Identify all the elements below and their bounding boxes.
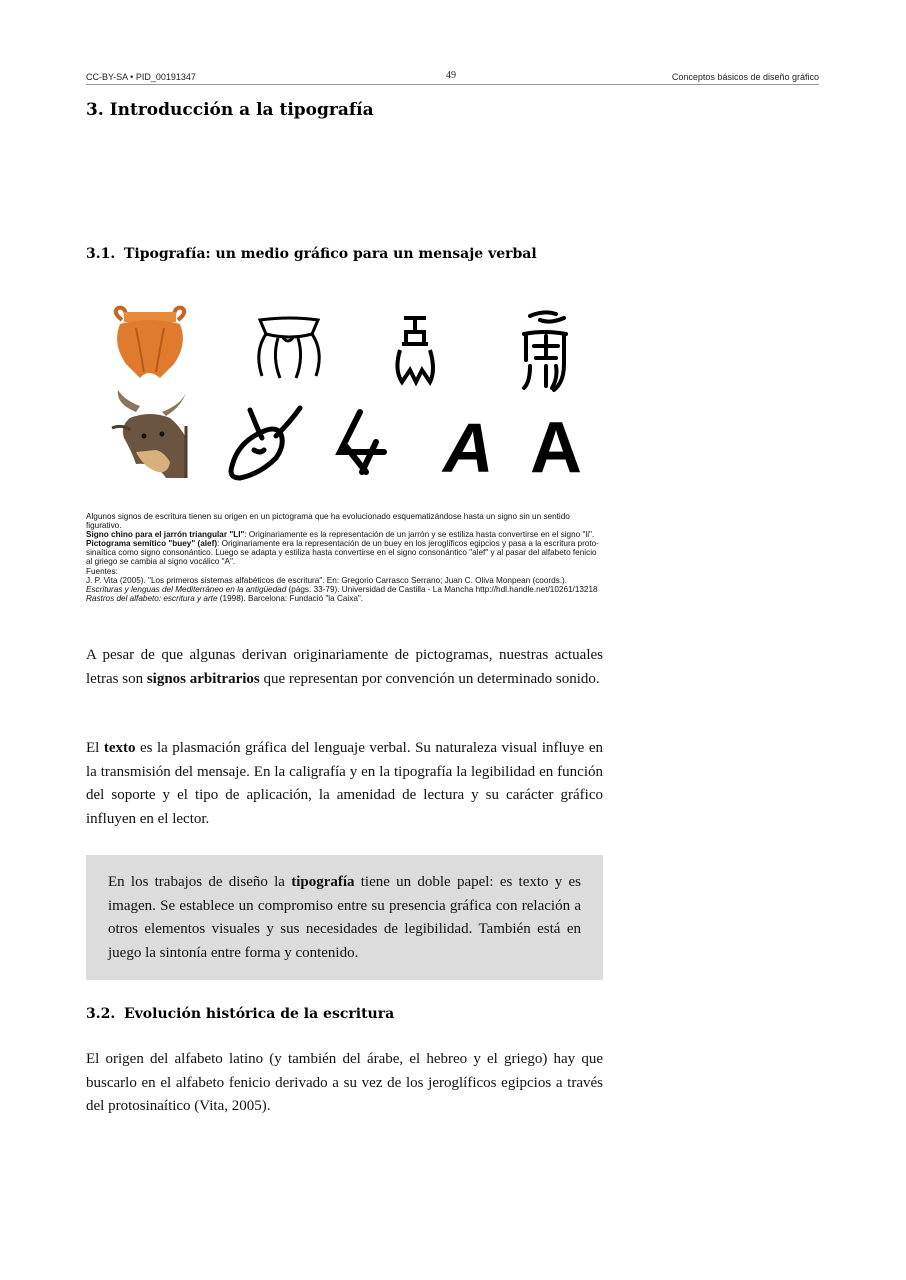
chapter-title: 3. Introducción a la tipografía bbox=[86, 100, 374, 120]
section-number: 3.2. bbox=[86, 1006, 116, 1022]
jar-pictogram-image bbox=[116, 308, 185, 378]
caption-semitic-text: : Originariamente era la representación de un buey en los jeroglíficos egipcios y pasa a la escritura proto-sinaítica como signo consonántico. Luego se adapta y estiliza hasta convertirse en el signo consonántico "alef" y al pasar del alfabeto fenicio al griego se cambia al signo vocálico "A". bbox=[86, 539, 599, 567]
caption-chinese-label: Signo chino para el jarrón triangular bbox=[86, 530, 228, 540]
note-text-b: tiene un doble papel: es texto y es imagen. Se establece un compromiso entre su presencia gráfica con relación a otros elementos visuales y sus necesidades de legibilidad. También está en juego la sintonía entre forma y contenido. bbox=[108, 874, 582, 961]
caption-source-1b: (págs. 33-79). Universidad de Castilla - La Mancha http://hdl.handle.net/10261/13218 bbox=[286, 584, 598, 594]
caption-sources-label: Fuentes: bbox=[86, 566, 118, 576]
note-text bbox=[108, 871, 581, 965]
license-id: CC-BY-SA • PID_00191347 bbox=[86, 72, 196, 82]
section-title: Tipografía: un medio gráfico para un mensaje verbal bbox=[124, 246, 537, 262]
paragraph-1-text-a: A pesar de que algunas derivan originariamente de pictogramas, nuestras actuales letras son bbox=[86, 647, 603, 687]
jar-glyph-stage-2 bbox=[397, 318, 433, 382]
caption-chinese bbox=[86, 530, 601, 539]
pictogram-evolution-figure bbox=[100, 300, 600, 495]
jar-glyph-stage-3 bbox=[524, 312, 566, 390]
caption-chinese-text: : Originariamente es la representación de un jarrón y se estiliza hasta convertirse en el signo "li". bbox=[244, 530, 595, 540]
ox-pictogram-image bbox=[112, 390, 186, 478]
jar-glyph-stage-1 bbox=[259, 318, 319, 378]
note-bold: tipografía bbox=[291, 874, 355, 890]
page-header bbox=[86, 70, 819, 85]
caption-source-1-title: Escrituras y lenguas del Mediterráneo en la antigüedad bbox=[86, 584, 287, 594]
caption-source-1a: J. P. Vita (2005). "Los primeros sistemas alfabéticos de escritura". En: Gregorio Carrasco Serrano; Juan C. Oliva Monpean (coords.). bbox=[86, 575, 568, 585]
paragraph-1-bold: signos arbitrarios bbox=[146, 670, 260, 687]
paragraph-2-text-a: El bbox=[86, 740, 104, 756]
pictogram-figure-svg bbox=[100, 300, 600, 495]
highlight-note-box bbox=[86, 855, 603, 980]
caption-intro: Algunos signos de escritura tienen su origen en un pictograma que ha evolucionado esquematizándose hasta un signo sin un sentido figurativo. bbox=[86, 512, 570, 531]
paragraph-alphabet-origin: El origen del alfabeto latino (y también del árabe, el hebreo y el griego) hay que buscarlo en el alfabeto fenicio derivado a su vez de los jeroglíficos egipcios a través del protosinaítico (Vita, 2005). bbox=[86, 1051, 603, 1114]
paragraph-2-text-b: es la plasmación gráfica del lenguaje verbal. Su naturaleza visual influye en la transmisión del mensaje. En la caligrafía y en la tipografía la legibilidad en función del soporte y el tipo de aplicación, la amenidad de lectura y su carácter gráfico influyen en el lector. bbox=[86, 740, 603, 827]
paragraph-2-bold: texto bbox=[103, 740, 136, 756]
paragraph-arbitrary-signs bbox=[86, 644, 603, 691]
ox-glyph-stage-1 bbox=[231, 408, 300, 478]
page-number: 49 bbox=[446, 70, 456, 81]
caption-chinese-quote: "LI" bbox=[229, 530, 245, 540]
figure-caption bbox=[86, 512, 601, 603]
section-heading-3-2 bbox=[86, 1006, 394, 1022]
caption-source-2b: (1998). Barcelona: Fundació "la Caixa". bbox=[217, 593, 364, 603]
paragraph-text-definition bbox=[86, 737, 603, 831]
note-text-a: En los trabajos de diseño la bbox=[108, 874, 292, 890]
caption-semitic bbox=[86, 539, 601, 566]
ox-glyph-stage-2 bbox=[340, 412, 384, 472]
latin-a-glyph: A bbox=[530, 408, 582, 488]
caption-semitic-label: Pictograma semítico "buey" (alef) bbox=[86, 539, 218, 549]
caption-source-2-title: Rastros del alfabeto: escritura y arte bbox=[86, 593, 218, 603]
document-title: Conceptos básicos de diseño gráfico bbox=[671, 72, 819, 82]
caption-source-2 bbox=[86, 594, 601, 603]
alef-glyph-italic: A bbox=[443, 409, 494, 487]
section-title: Evolución histórica de la escritura bbox=[124, 1006, 395, 1022]
section-number: 3.1. bbox=[86, 246, 116, 262]
section-heading-3-1 bbox=[86, 246, 537, 262]
caption-source-1 bbox=[86, 576, 601, 594]
paragraph-1-text-b: que representan por convención un determinado sonido. bbox=[259, 670, 600, 687]
